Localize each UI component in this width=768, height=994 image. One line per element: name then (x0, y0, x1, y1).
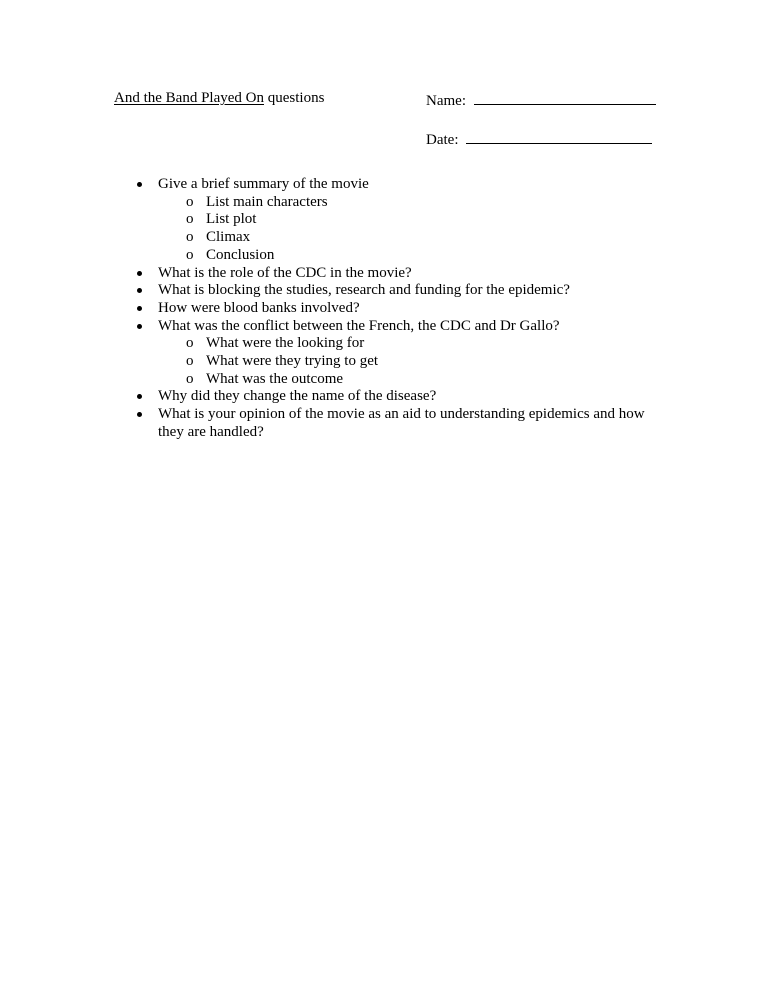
question-text: Give a brief summary of the movie (158, 176, 369, 192)
circle-bullet-icon: o (186, 211, 194, 228)
sub-question-text: What was the outcome (206, 370, 344, 387)
date-field (426, 129, 652, 149)
circle-bullet-icon: o (186, 335, 194, 352)
sub-question-item (158, 353, 658, 371)
question-item (158, 388, 658, 406)
question-item (158, 300, 658, 318)
sub-question-item (158, 371, 658, 389)
title-suffix: questions (263, 90, 325, 106)
sub-question-text: List main characters (206, 193, 328, 210)
date-label: Date: (426, 132, 459, 148)
question-text: Why did they change the name of the disease? (158, 388, 437, 405)
sub-question-text: Climax (206, 229, 251, 246)
question-item (158, 318, 658, 389)
date-blank-line[interactable] (466, 129, 652, 144)
question-item (158, 265, 658, 283)
sub-question-text: What were the looking for (206, 335, 365, 352)
name-label: Name: (426, 93, 466, 109)
question-item (158, 406, 658, 441)
circle-bullet-icon: o (186, 193, 194, 210)
question-text: What is blocking the studies, research and funding for the epidemic? (158, 282, 570, 299)
question-text: How were blood banks involved? (158, 299, 360, 316)
sub-question-text: What were they trying to get (206, 353, 379, 370)
circle-bullet-icon: o (186, 229, 194, 246)
sub-question-list (158, 194, 658, 265)
name-blank-line[interactable] (474, 90, 656, 105)
question-text: What is your opinion of the movie as an aid to understanding epidemics and how they are handled? (158, 406, 645, 440)
sub-question-item (158, 211, 658, 229)
worksheet-title (114, 90, 324, 107)
sub-question-text: List plot (206, 211, 257, 228)
circle-bullet-icon: o (186, 370, 194, 387)
question-text: What was the conflict between the French, the CDC and Dr Gallo? (158, 317, 560, 334)
sub-question-list (158, 335, 658, 388)
question-text: What is the role of the CDC in the movie? (158, 264, 412, 281)
sub-question-item (158, 229, 658, 247)
name-field (426, 90, 656, 110)
circle-bullet-icon: o (186, 246, 194, 263)
sub-question-item (158, 247, 658, 265)
question-item (158, 282, 658, 300)
sub-question-item (158, 335, 658, 353)
question-list (158, 176, 658, 442)
sub-question-text: Conclusion (206, 246, 275, 263)
question-item (158, 176, 658, 265)
sub-question-item (158, 194, 658, 212)
circle-bullet-icon: o (186, 353, 194, 370)
movie-title: And the Band Played On (114, 90, 264, 106)
